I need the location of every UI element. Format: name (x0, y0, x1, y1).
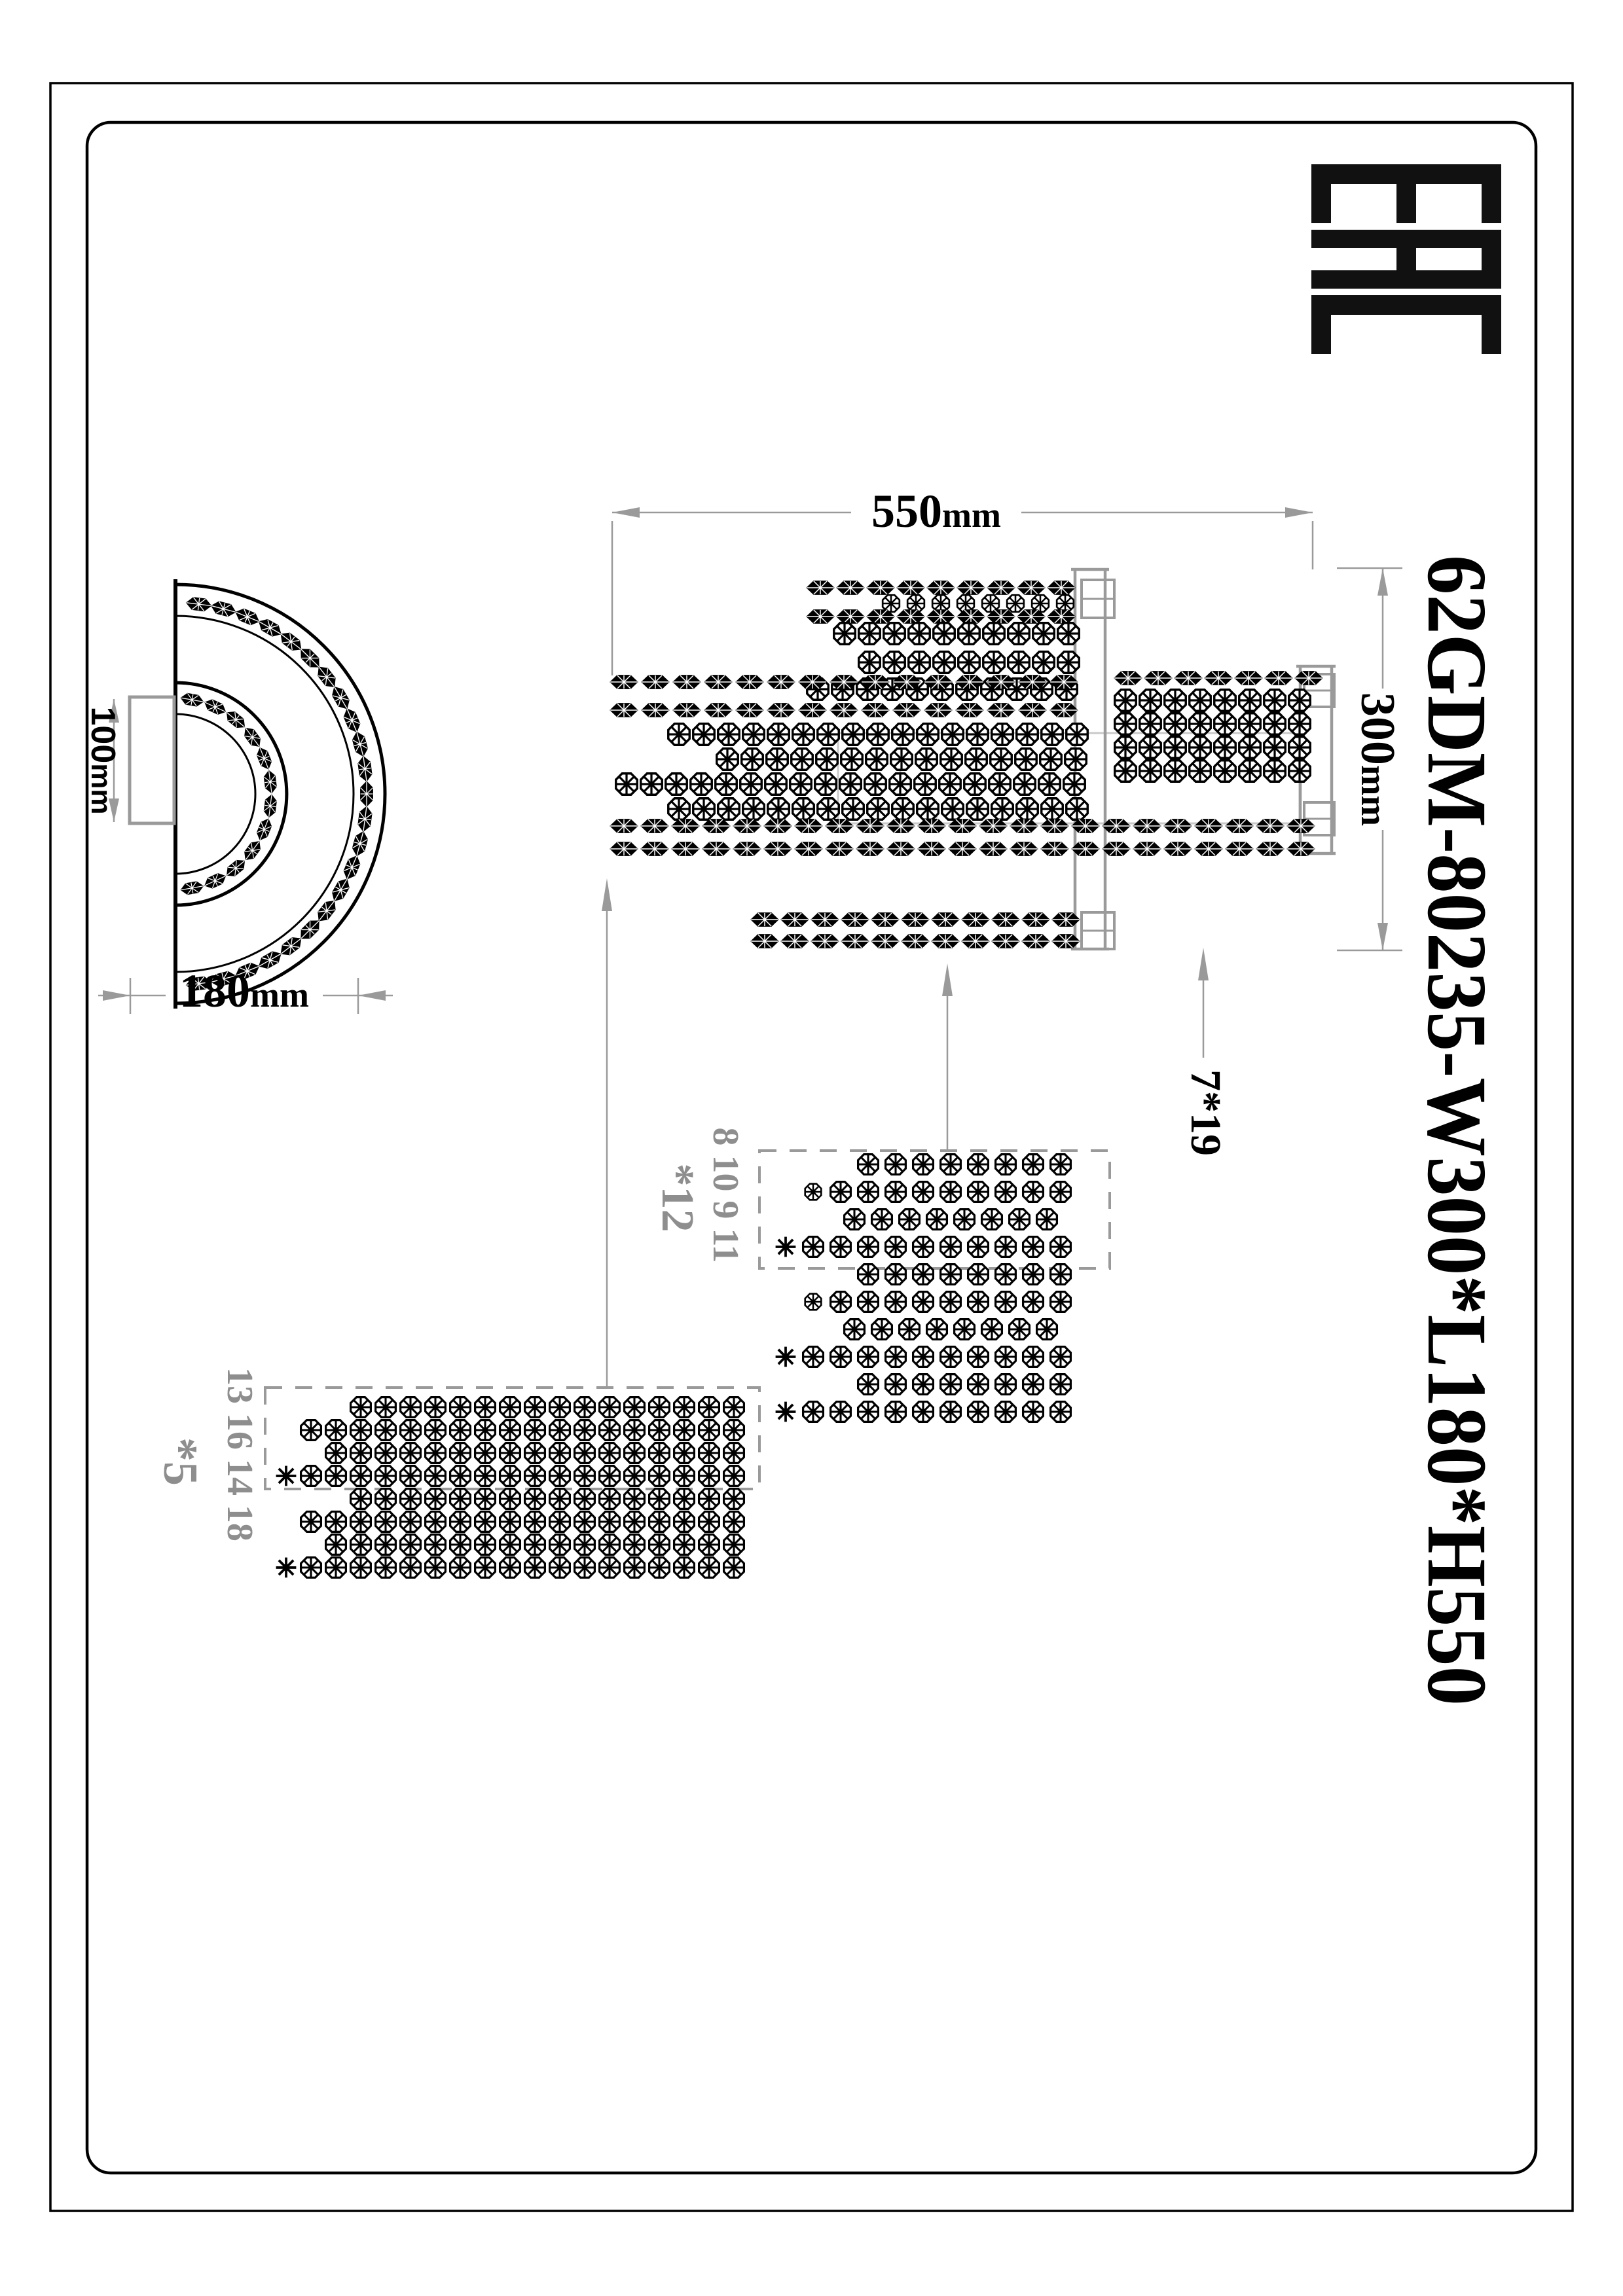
dim-100-label: 100mm (84, 706, 122, 815)
middle-detail-qty: *12 (652, 1163, 702, 1232)
main-view (265, 507, 1402, 1489)
mount-bracket-side (130, 697, 174, 823)
left-detail-rows: 13 16 14 18 (219, 1367, 260, 1541)
left-detail-qty: *5 (153, 1437, 207, 1486)
crystal-beads (180, 581, 1322, 1578)
dim-300-label: 300mm (1351, 692, 1404, 827)
model-code: 62GDM-80235-W300*L180*H550 (1410, 555, 1504, 1794)
middle-detail-rows: 8 10 9 11 (705, 1127, 746, 1263)
strand-spec-label: 7*19 (1182, 1069, 1230, 1156)
leader-lines (607, 891, 1203, 1388)
eac-logo (1311, 164, 1501, 354)
sheet-border (50, 83, 1573, 2211)
dim-550-label: 550mm (871, 485, 1001, 537)
dim-550 (612, 512, 1313, 675)
side-view (98, 579, 393, 1017)
dim-180-label: 180mm (179, 965, 309, 1017)
